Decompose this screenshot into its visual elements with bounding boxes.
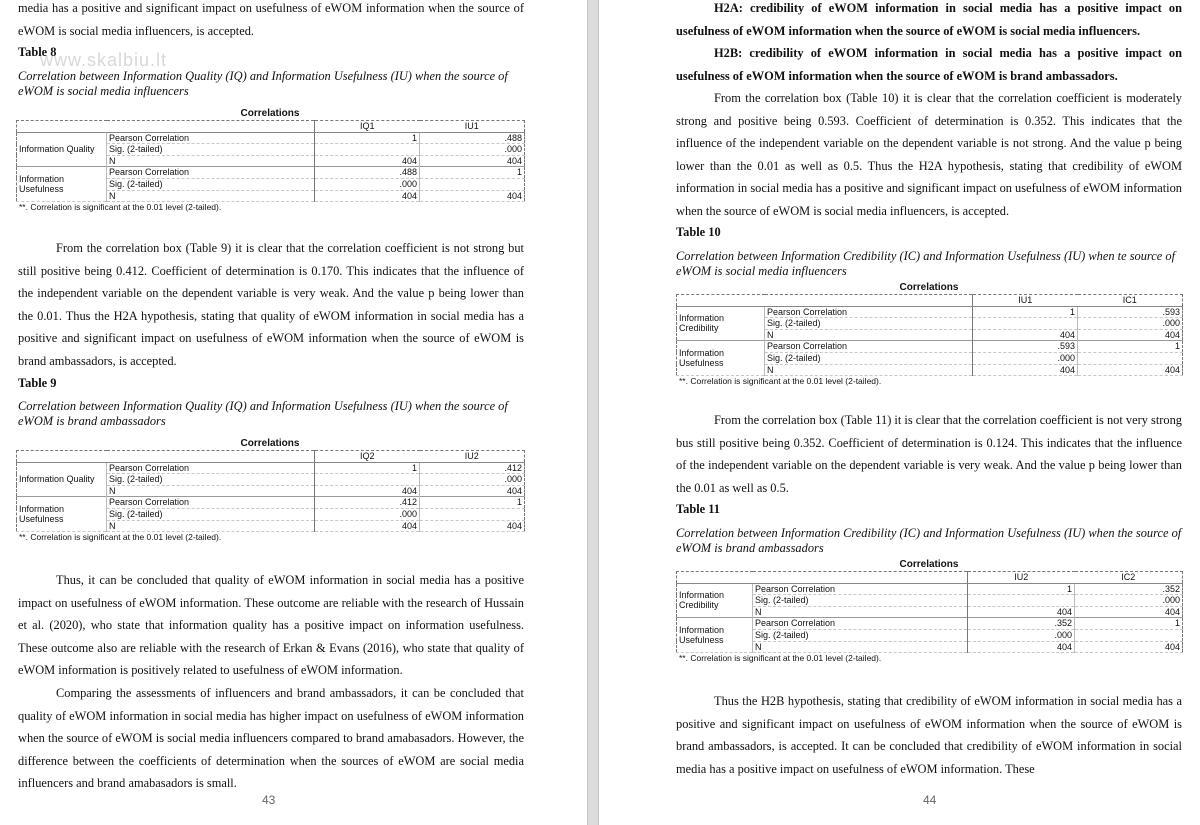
table-9-cell: 404 [315, 485, 420, 497]
table-10-cell: .593 [1078, 306, 1183, 318]
table-11-stat: Pearson Correlation [753, 583, 968, 595]
table-9-title: Correlations [240, 438, 300, 449]
table-8-cell: 404 [315, 155, 420, 167]
table-8-cell: 404 [420, 190, 525, 202]
table-10-stat: Sig. (2-tailed) [765, 352, 973, 364]
table-11-cell: 404 [968, 641, 1075, 653]
table-10-cell: 404 [973, 364, 1078, 376]
table-11 [676, 559, 1182, 664]
table-10-cell: .000 [1078, 318, 1183, 330]
hypothesis-h2b: H2B: credibility of eWOM information in social media has a positive impact on usefulness of eWOM information when the source of eWOM is brand ambassadors. [676, 46, 1182, 83]
paragraph-intro-table-10: From the correlation box (Table 10) it is clear that the correlation coefficient is moderately strong and positive being 0.593. Coefficient of determination is 0.352. This indicates that the influence of the independent variable on the dependent variable is not strong. And the value p being lower than the 0.01 as well as 0.5. Thus the H2A hypothesis, stating that credibility of eWOM information in social media has a positive and significant impact on usefulness of eWOM information when the source of eWOM is social media influencers, is accepted. [676, 91, 1182, 218]
table-10-label: Table 10 [676, 225, 721, 239]
table-11-cell: 404 [1075, 641, 1183, 653]
table-8-footnote: **. Correlation is significant at the 0.01 level (2-tailed). [19, 202, 222, 213]
table-11-cell: .352 [1075, 583, 1183, 595]
table-10-cell: .000 [973, 352, 1078, 364]
table-11-caption: Correlation between Information Credibility (IC) and Information Usefulness (IU) when the source of eWOM is brand ambassadors [676, 526, 1182, 555]
paragraph-comparison: Comparing the assessments of influencers and brand ambassadors, it can be concluded that quality of eWOM information in social media has higher impact on usefulness of eWOM information when the source of eWOM is social media influencers compared to brand amabasadors. However, the difference between the coefficients of determination when the sources of eWOM are social media influencers and brand amabasadors is small. [18, 686, 524, 791]
table-10-stat: Sig. (2-tailed) [765, 318, 973, 330]
table-9-stat: Pearson Correlation [107, 497, 315, 509]
table-11-cell: 1 [968, 583, 1075, 595]
table-11-cell: 1 [1075, 618, 1183, 630]
table-8-cell: .488 [420, 132, 525, 144]
table-11-cell: .000 [1075, 595, 1183, 607]
table-11-cell: 404 [968, 606, 1075, 618]
watermark: www.skalbiu.lt [40, 50, 168, 70]
table-8-col-2: IU1 [420, 121, 525, 133]
table-11-group-2: Information Usefulness [677, 618, 753, 653]
table-8-title: Correlations [240, 108, 300, 119]
table-11-stat: Sig. (2-tailed) [753, 629, 968, 641]
paragraph-after-table-10: From the correlation box (Table 11) it is clear that the correlation coefficient is not very strong bus still positive being 0.352. Coefficient of determination is 0.124. This indicates that the influence of the independent variable on the dependent variable is very weak. And the value p being lower than the 0.01 as well as 0.5. [676, 413, 1182, 495]
table-10-footnote: **. Correlation is significant at the 0.01 level (2-tailed). [679, 376, 882, 387]
table-8-cell: .000 [315, 178, 420, 190]
table-11-stat: N [753, 606, 968, 618]
table-10-cell: 404 [1078, 364, 1183, 376]
right-page [599, 0, 1200, 825]
table-10-caption: Correlation between Information Credibility (IC) and Information Usefulness (IU) when te source of eWOM is social media influencers [676, 249, 1176, 278]
table-8-cell: 404 [315, 190, 420, 202]
table-8-stat: Sig. (2-tailed) [107, 178, 315, 190]
table-8-stat: N [107, 190, 315, 202]
table-9-cell: .000 [315, 508, 420, 520]
table-9-stat: N [107, 485, 315, 497]
table-10-col-2: IC1 [1078, 295, 1183, 307]
table-10-stat: Pearson Correlation [765, 306, 973, 318]
table-11-cell: .000 [968, 629, 1075, 641]
table-10-cell [1078, 352, 1183, 364]
table-10-group-2: Information Usefulness [677, 341, 765, 376]
table-8-cell: 1 [315, 132, 420, 144]
table-11-footnote: **. Correlation is significant at the 0.01 level (2-tailed). [679, 653, 882, 664]
table-9-stat: Sig. (2-tailed) [107, 474, 315, 486]
table-9-footnote: **. Correlation is significant at the 0.01 level (2-tailed). [19, 532, 222, 543]
table-10-cell: 404 [1078, 329, 1183, 341]
paragraph-after-table-8: From the correlation box (Table 9) it is clear that the correlation coefficient is not strong but still positive being 0.412. Coefficient of determination is 0.170. This indicates that the influence of the independent variable on the dependent variable is very weak. And the value p being lower than the 0.01. Thus the H2A hypothesis, stating that quality of eWOM information in social media has a positive and significant impact on usefulness of eWOM information when the source of eWOM is brand ambassadors, is accepted. [18, 241, 524, 368]
table-10-stat: Pearson Correlation [765, 341, 973, 353]
table-9-col-1: IQ2 [315, 451, 420, 463]
table-9-cell: 404 [420, 485, 525, 497]
page-number: 44 [923, 793, 937, 807]
table-8-cell: 1 [420, 167, 525, 179]
table-11-label: Table 11 [676, 502, 720, 516]
table-11-cell [968, 595, 1075, 607]
table-11-cell: 404 [1075, 606, 1183, 618]
table-11-cell: .352 [968, 618, 1075, 630]
table-10-group-1: Information Credibility [677, 306, 765, 341]
table-9-cell: .412 [420, 462, 525, 474]
paragraph-top: media has a positive and significant impact on usefulness of eWOM information when the source of eWOM is social media influencers, is accepted. [18, 1, 524, 38]
table-11-cell [1075, 629, 1183, 641]
table-8-stat: N [107, 155, 315, 167]
table-10-title: Correlations [899, 282, 959, 293]
table-10-cell: .593 [973, 341, 1078, 353]
table-9-cell: 404 [420, 520, 525, 532]
table-8-label: Table 8 [18, 45, 57, 59]
table-8-cell: .000 [420, 144, 525, 156]
table-9-group-1: Information Quality [17, 462, 107, 497]
table-8-stat: Pearson Correlation [107, 132, 315, 144]
table-8-col-1: IQ1 [315, 121, 420, 133]
table-10-cell: 1 [973, 306, 1078, 318]
table-10-col-1: IU1 [973, 295, 1078, 307]
table-10 [676, 282, 1182, 387]
table-10-stat: N [765, 364, 973, 376]
table-9-cell: .412 [315, 497, 420, 509]
table-8-cell [420, 178, 525, 190]
table-8-cell [315, 144, 420, 156]
paragraph-after-table-9: Thus, it can be concluded that quality of eWOM information in social media has a positive impact on usefulness of eWOM information. These outcome are reliable with the research of Hussain et al. (2020), who state that information quality has a positive impact on information usefulness. These outcome also are reliable with the research of Erkan & Evans (2016), who state that quality of eWOM information is positively related to usefulness of eWOM information. [18, 573, 524, 678]
table-8 [16, 108, 524, 213]
table-8-stat: Pearson Correlation [107, 167, 315, 179]
page-number: 43 [262, 793, 276, 807]
table-11-group-1: Information Credibility [677, 583, 753, 618]
table-9 [16, 438, 524, 543]
table-9-cell [420, 508, 525, 520]
table-9-group-2: Information Usefulness [17, 497, 107, 532]
table-11-col-1: IU2 [968, 572, 1075, 584]
table-8-cell: .488 [315, 167, 420, 179]
table-8-group-2: Information Usefulness [17, 167, 107, 202]
table-9-stat: Sig. (2-tailed) [107, 508, 315, 520]
table-8-cell: 404 [420, 155, 525, 167]
table-11-stat: Pearson Correlation [753, 618, 968, 630]
table-11-stat: N [753, 641, 968, 653]
table-9-cell: .000 [420, 474, 525, 486]
table-9-col-2: IU2 [420, 451, 525, 463]
table-9-cell: 1 [420, 497, 525, 509]
paragraph-after-table-11: Thus the H2B hypothesis, stating that credibility of eWOM information in social media has a positive and significant impact on usefulness of eWOM information when the source of eWOM is brand ambassadors, is accepted. It can be concluded that credibility of eWOM information in social media has a positive impact on usefulness of eWOM information. These [676, 694, 1182, 776]
table-8-stat: Sig. (2-tailed) [107, 144, 315, 156]
table-8-group-1: Information Quality [17, 132, 107, 167]
table-10-cell [973, 318, 1078, 330]
left-page [0, 0, 587, 825]
table-9-label: Table 9 [18, 376, 57, 390]
table-9-cell: 1 [315, 462, 420, 474]
table-9-stat: Pearson Correlation [107, 462, 315, 474]
table-11-col-2: IC2 [1075, 572, 1183, 584]
table-10-cell: 404 [973, 329, 1078, 341]
table-10-stat: N [765, 329, 973, 341]
table-9-caption: Correlation between Information Quality (IQ) and Information Usefulness (IU) when the source of eWOM is brand ambassadors [18, 399, 508, 428]
table-9-cell: 404 [315, 520, 420, 532]
table-8-caption: Correlation between Information Quality (IQ) and Information Usefulness (IU) when the source of eWOM is social media influencers [18, 69, 508, 98]
table-10-cell: 1 [1078, 341, 1183, 353]
table-9-stat: N [107, 520, 315, 532]
table-11-stat: Sig. (2-tailed) [753, 595, 968, 607]
table-9-cell [315, 474, 420, 486]
hypothesis-h2a: H2A: credibility of eWOM information in social media has a positive impact on usefulness of eWOM information when the source of eWOM is social media influencers. [676, 1, 1182, 38]
table-11-title: Correlations [899, 559, 959, 570]
page-gutter [587, 0, 599, 825]
